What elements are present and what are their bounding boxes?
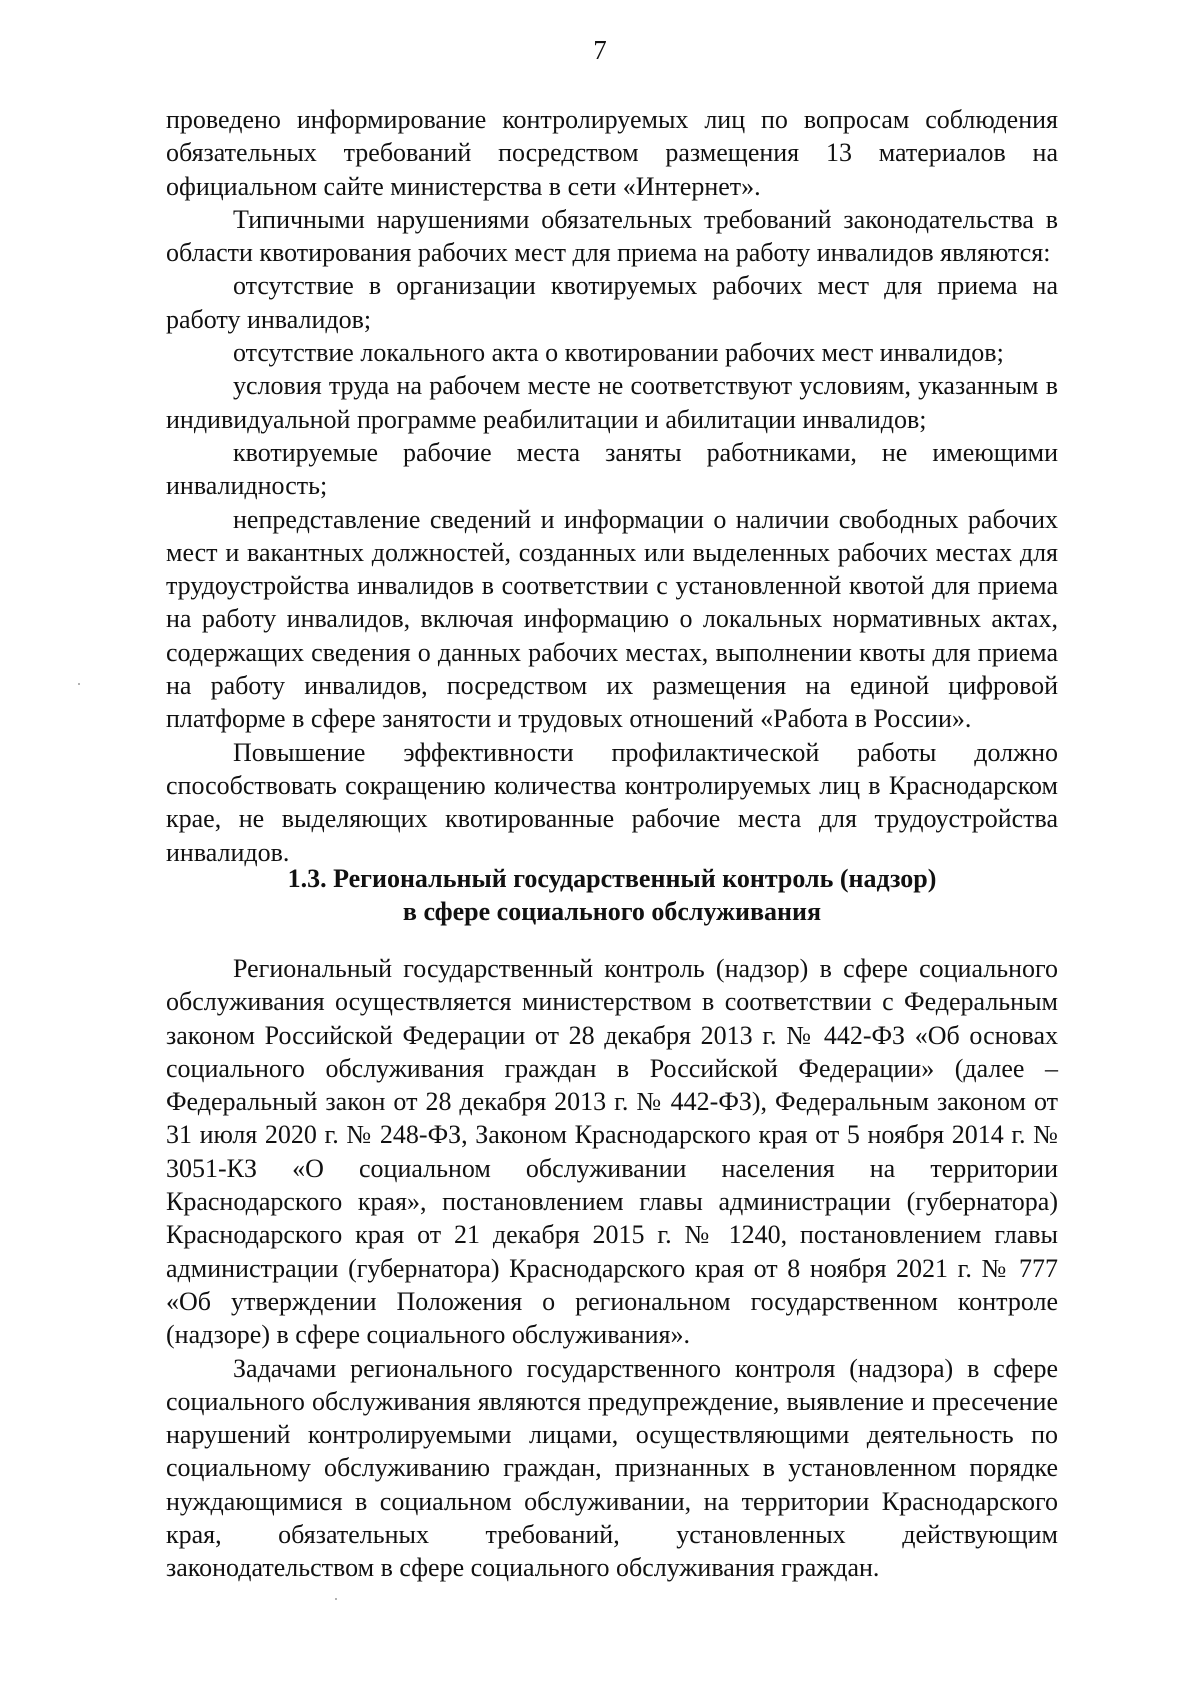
list-item: отсутствие локального акта о квотировании рабочих мест инвалидов;: [233, 338, 1004, 368]
list-item: условия труда на рабочем месте не соответствуют условиям, указанным в индивидуальной программе реабилитации и абилитации инвалидов;: [166, 371, 1058, 434]
list-item: квотируемые рабочие места заняты работниками, не имеющими инвалидность;: [166, 437, 1058, 501]
paragraph: Региональный государственный контроль (надзор) в сфере социального обслуживания осуществляется министерством в соответствии с Федеральным законом Российской Федерации от 28 декабря 2013 г. № 442-ФЗ «Об основах социального обслуживания граждан в Российской Федерации» (далее – Федеральный закон от 28 декабря 2013 г. № 442-ФЗ), Федеральным законом от 31 июля 2020 г. № 248-ФЗ, Законом Краснодарского края от 5 ноября 2014 г. № 3051-КЗ «О социальном обслуживании населения на территории Краснодарского края», постановлением главы администрации (губернатора) Краснодарского края от 21 декабря 2015 г. № 1240, постановлением главы администрации (губернатора) Краснодарского края от 8 ноября 2021 г. № 777 «Об утверждении Положения о региональном государственном контроле (надзоре) в сфере социального обслуживания».: [166, 954, 1058, 1350]
list-item: непредставление сведений и информации о наличии свободных рабочих мест и вакантных должностей, созданных или выделенных рабочих местах для трудоустройства инвалидов в соответствии с установленной квотой для приема на работу инвалидов, включая информацию о локальных нормативных актах, содержащих сведения о данных рабочих местах, выполнении квоты для приема на работу инвалидов, посредством их размещения на единой цифровой платформе в сфере занятости и трудовых отношений «Работа в России».: [166, 504, 1058, 734]
page-number: 7: [593, 35, 607, 65]
list-item: отсутствие в организации квотируемых рабочих мест для приема на работу инвалидов;: [166, 271, 1058, 334]
section-heading-line: в сфере социального обслуживания: [402, 897, 822, 927]
paragraph: проведено информирование контролируемых лиц по вопросам соблюдения обязательных требований посредством размещения 13 материалов на официальном сайте министерства в сети «Интернет».: [166, 105, 1058, 201]
section-heading-line: 1.3. Региональный государственный контроль (надзор): [287, 864, 937, 893]
paragraph: Задачами регионального государственного контроля (надзора) в сфере социального обслуживания являются предупреждение, выявление и пресечение нарушений контролируемыми лицами, осуществляющими деятельность по социальному обслуживанию граждан, признанных в установленном порядке нуждающимися в социальном обслуживании, на территории Краснодарского края, обязательных требований, установленных действующим законодательством в сфере социального обслуживания граждан.: [166, 1353, 1058, 1583]
section-body-1: [166, 103, 1058, 869]
scan-speck: [78, 683, 80, 685]
paragraph: Повышение эффективности профилактической работы должно способствовать сокращению количества контролируемых лиц в Краснодарском крае, не выделяющих квотированные рабочие места для трудоустройства инвалидов.: [166, 737, 1058, 867]
section-heading: [166, 862, 1058, 929]
paragraph: Типичными нарушениями обязательных требований законодательства в области квотирования рабочих мест для приема на работу инвалидов являются:: [166, 204, 1058, 268]
section-body-2: [166, 952, 1058, 1585]
scan-speck: [335, 1598, 337, 1600]
